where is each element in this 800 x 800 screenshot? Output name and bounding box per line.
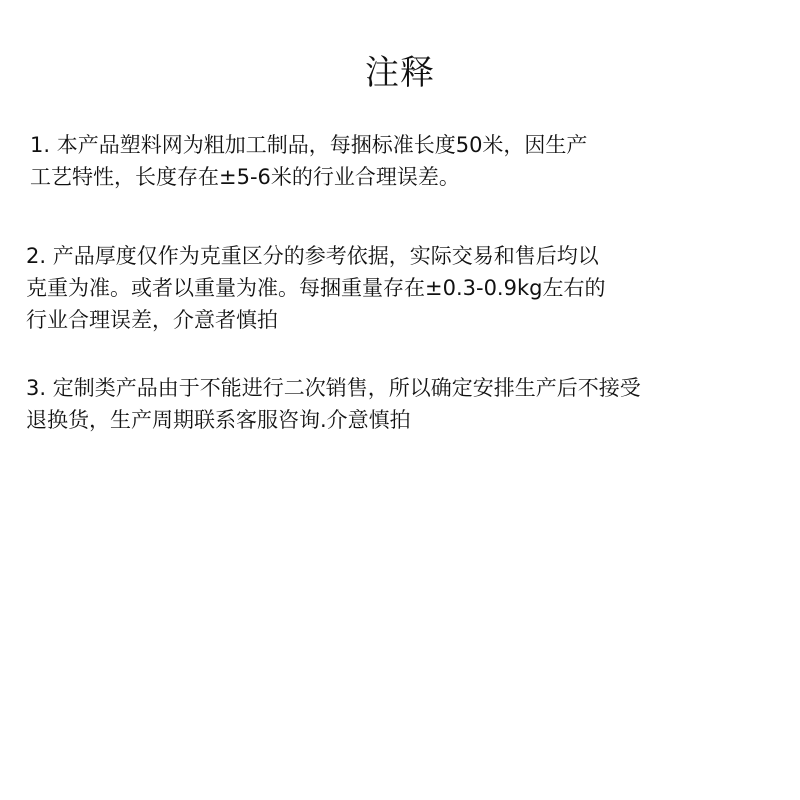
note-3-line-1: 3. 定制类产品由于不能进行二次销售，所以确定安排生产后不接受 [26,376,641,400]
note-item-2 [26,240,796,336]
note-2-line-1: 2. 产品厚度仅作为克重区分的参考依据，实际交易和售后均以 [26,244,599,268]
note-2-line-3: 行业合理误差，介意者慎拍 [26,308,278,332]
note-item-3 [26,372,796,436]
page-title: 注释 [365,53,435,93]
note-3-line-2: 退换货，生产周期联系客服咨询.介意慎拍 [26,408,411,432]
note-2-line-2: 克重为准。或者以重量为准。每捆重量存在±0.3-0.9kg左右的 [26,276,606,300]
note-1-line-1: 1. 本产品塑料网为粗加工制品，每捆标准长度50米，因生产 [30,133,588,157]
note-1-line-2: 工艺特性，长度存在±5-6米的行业合理误差。 [30,165,460,189]
note-item-1 [30,129,800,193]
